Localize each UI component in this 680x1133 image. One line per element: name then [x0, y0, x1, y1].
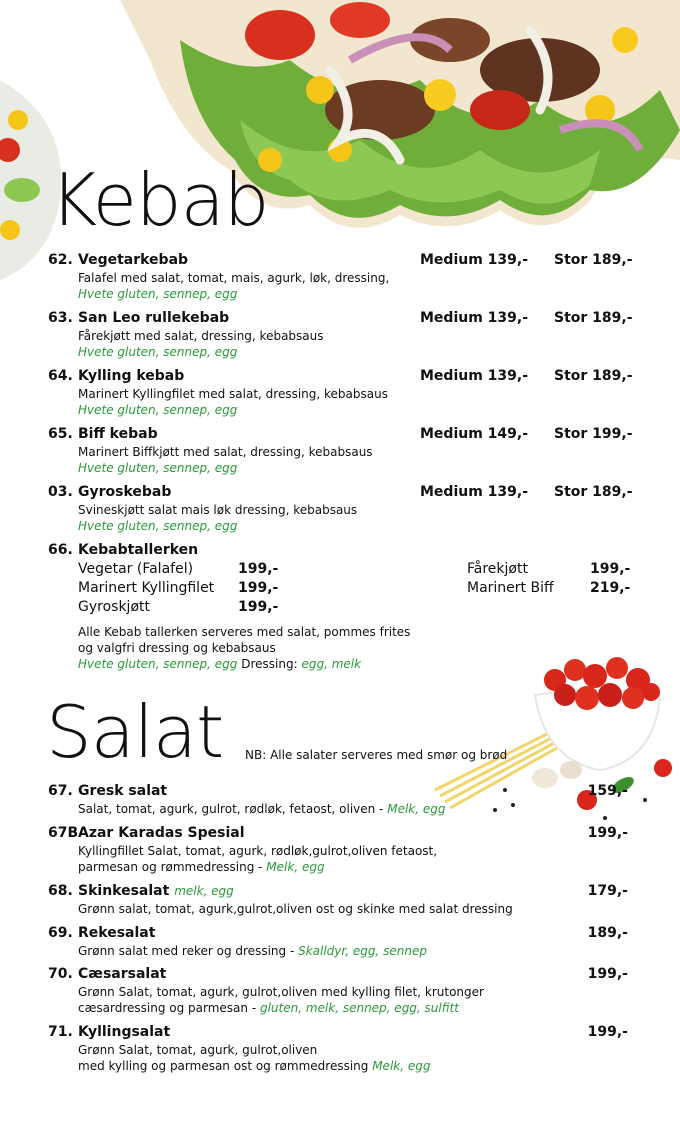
- price-stor: Stor 199,-: [554, 426, 633, 442]
- item-price: 179,-: [587, 883, 628, 899]
- item-name: Vegetarkebab: [78, 252, 189, 268]
- item-description: Grønn Salat, tomat, agurk, gulrot,oliven med kylling filet, krutonger cæsardressing og parmesan - gluten, melk, sennep, egg, sulfitt: [78, 985, 484, 1015]
- item-number: 67B: [48, 825, 79, 841]
- plate-option-price: 219,-: [590, 580, 631, 596]
- item-name: Cæsarsalat: [78, 966, 167, 982]
- item-price: 189,-: [587, 925, 628, 941]
- price-stor: Stor 189,-: [554, 368, 633, 384]
- item-name: Kyllingsalat: [78, 1024, 171, 1040]
- item-number: 64.: [48, 368, 73, 384]
- price-stor: Stor 189,-: [554, 310, 633, 326]
- plate-option-label: Marinert Kyllingfilet: [78, 580, 215, 596]
- item-name: Biff kebab: [78, 426, 158, 442]
- item-number: 65.: [48, 426, 73, 442]
- allergens: gluten, melk, sennep, egg, sulfitt: [259, 1001, 459, 1015]
- item-price: 199,-: [587, 966, 628, 982]
- price-medium: Medium 139,-: [420, 484, 529, 500]
- plate-option-label: Gyroskjøtt: [78, 599, 150, 615]
- allergens: Melk, egg: [372, 1059, 431, 1073]
- plate-option-label: Fårekjøtt: [467, 561, 528, 577]
- item-description: Grønn Salat, tomat, agurk, gulrot,oliven med kylling og parmesan ost og rømmedressing Melk, egg: [78, 1043, 431, 1073]
- item-number: 71.: [48, 1024, 73, 1040]
- item-number: 68.: [48, 883, 73, 899]
- item-price: 199,-: [587, 1024, 628, 1040]
- allergens: Hvete gluten, sennep, egg: [78, 657, 238, 671]
- item-name: Kebabtallerken: [78, 542, 199, 558]
- item-number: 03.: [48, 484, 73, 500]
- allergens: Melk, egg: [387, 802, 446, 816]
- price-stor: Stor 189,-: [554, 484, 633, 500]
- item-description: Grønn salat med reker og dressing - Skalldyr, egg, sennep: [78, 944, 427, 958]
- plate-option-label: Vegetar (Falafel): [78, 561, 194, 577]
- menu-item-66: [48, 542, 638, 562]
- item-description: Marinert Kyllingfilet med salat, dressing, kebabsaus Hvete gluten, sennep, egg: [78, 387, 388, 417]
- item-number: 62.: [48, 252, 73, 268]
- allergens: Hvete gluten, sennep, egg: [78, 345, 238, 359]
- item-description: Fårekjøtt med salat, dressing, kebabsaus Hvete gluten, sennep, egg: [78, 329, 324, 359]
- allergens: Skalldyr, egg, sennep: [298, 944, 427, 958]
- item-number: 69.: [48, 925, 73, 941]
- item-name: San Leo rullekebab: [78, 310, 230, 326]
- item-name: Rekesalat: [78, 925, 156, 941]
- price-medium: Medium 139,-: [420, 310, 529, 326]
- item-number: 67.: [48, 783, 73, 799]
- item-price: 199,-: [587, 825, 628, 841]
- item-number: 70.: [48, 966, 73, 982]
- allergens: Hvete gluten, sennep, egg: [78, 519, 238, 533]
- plate-option-price: 199,-: [238, 580, 279, 596]
- price-medium: Medium 139,-: [420, 252, 529, 268]
- item-name: Gyroskebab: [78, 484, 172, 500]
- plate-option-label: Marinert Biff: [467, 580, 554, 596]
- allergens: Hvete gluten, sennep, egg: [78, 287, 238, 301]
- item-name: Kylling kebab: [78, 368, 185, 384]
- allergens: Hvete gluten, sennep, egg: [78, 461, 238, 475]
- kebab-section-title: Kebab: [50, 158, 269, 242]
- salat-note: NB: Alle salater serveres med smør og brød: [245, 748, 508, 762]
- item-description: Kyllingfillet Salat, tomat, agurk, rødløk,gulrot,oliven fetaost, parmesan og rømmedressing - Melk, egg: [78, 844, 438, 874]
- item-name: Azar Karadas Spesial: [78, 825, 245, 841]
- item-description: Falafel med salat, tomat, mais, agurk, løk, dressing, Hvete gluten, sennep, egg: [78, 271, 390, 301]
- price-stor: Stor 189,-: [554, 252, 633, 268]
- plate-option-price: 199,-: [238, 561, 279, 577]
- allergens: Melk, egg: [266, 860, 325, 874]
- price-medium: Medium 149,-: [420, 426, 529, 442]
- item-price: 159,-: [587, 783, 628, 799]
- item-name: Gresk salat: [78, 783, 168, 799]
- item-description: Marinert Biffkjøtt med salat, dressing, kebabsaus Hvete gluten, sennep, egg: [78, 445, 373, 475]
- item-number: 63.: [48, 310, 73, 326]
- item-description: Svineskjøtt salat mais løk dressing, kebabsaus Hvete gluten, sennep, egg: [78, 503, 358, 533]
- plate-option-price: 199,-: [590, 561, 631, 577]
- dressing-allergens: egg, melk: [301, 657, 362, 671]
- plate-note: Alle Kebab tallerken serveres med salat, pommes frites og valgfri dressing og kebabsaus Hvete gluten, sennep, egg Dressing: egg, melk: [78, 625, 411, 671]
- price-medium: Medium 139,-: [420, 368, 529, 384]
- item-description: Salat, tomat, agurk, gulrot, rødløk, fetaost, oliven - Melk, egg: [78, 802, 446, 816]
- item-number: 66.: [48, 542, 73, 558]
- allergens: Hvete gluten, sennep, egg: [78, 403, 238, 417]
- salat-section-title: Salat: [46, 690, 224, 774]
- allergens: melk, egg: [174, 884, 234, 898]
- item-description: Grønn salat, tomat, agurk,gulrot,oliven ost og skinke med salat dressing: [78, 902, 513, 916]
- item-name: Skinkesalat melk, egg: [78, 883, 234, 899]
- dressing-label: Dressing:: [241, 657, 298, 671]
- plate-option-price: 199,-: [238, 599, 279, 615]
